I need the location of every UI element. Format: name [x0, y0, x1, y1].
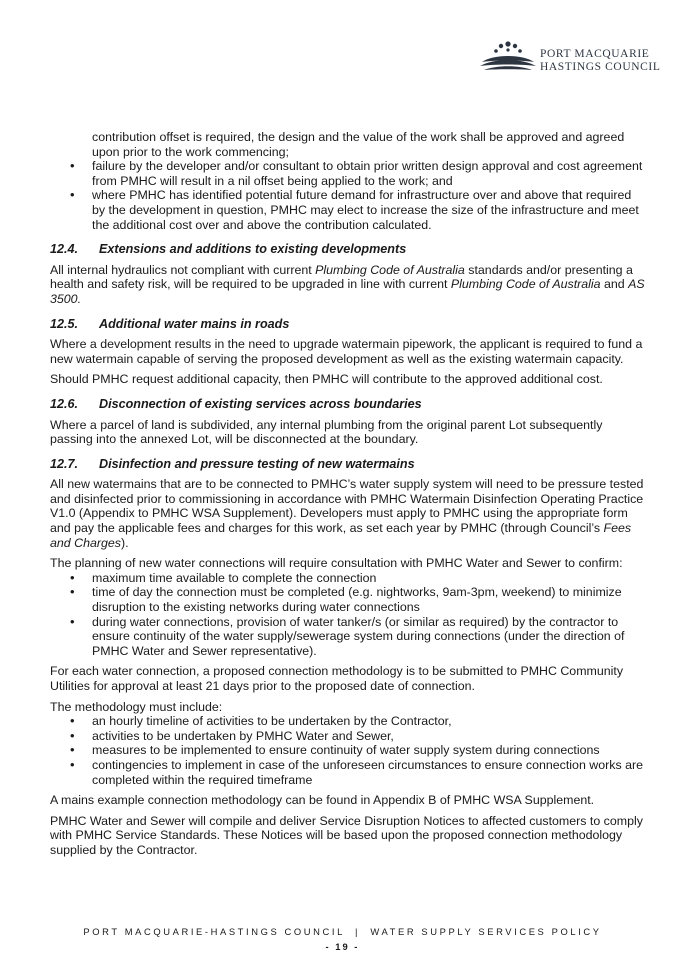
- section-title: Disconnection of existing services across boundaries: [99, 396, 422, 411]
- italic-run: Plumbing Code of Australia: [315, 262, 465, 277]
- list-item: • contingencies to implement in case of the unforeseen circumstances to ensure connection works are completed within the required timeframe: [50, 758, 645, 787]
- text-run: All new watermains that are to be connected to PMHC’s water supply system will need to be pressure tested and disinfected prior to commissioning in accordance with PMHC Watermain Disinfection Operating Practice V1.0 (Appendix to PMHC WSA Supplement). Developers must apply to PMHC using the appropriate form and pay the applicable fees and charges for this work, as set each year by PMHC (through Council’s: [50, 477, 644, 536]
- paragraph: The methodology must include:: [50, 699, 223, 714]
- paragraph: Should PMHC request additional capacity, then PMHC will contribute to the approved additional cost.: [50, 372, 603, 387]
- text-run: standards and/or presenting a health and safety risk, will be required to be upgraded in line with current: [50, 262, 633, 292]
- page-number: - 19 -: [325, 941, 360, 952]
- paragraph: PMHC Water and Sewer will compile and deliver Service Disruption Notices to affected customers to comply with PMHC Service Standards. These Notices will be based upon the proposed connection methodology supplied by the Contractor.: [50, 813, 643, 857]
- section-title: Additional water mains in roads: [99, 316, 290, 331]
- document-body: [50, 130, 645, 864]
- italic-run: Plumbing Code of Australia: [450, 277, 601, 292]
- list-item: • activities to be undertaken by PMHC Water and Sewer,: [50, 729, 645, 744]
- list-item: • time of day the connection must be completed (e.g. nightworks, 9am-3pm, weekend) to minimize disruption to the existing networks during water connections: [50, 585, 645, 614]
- logo-line-1: PORT MACQUARIE: [540, 48, 650, 60]
- list-item: • during water connections, provision of water tanker/s (or similar as required) by the contractor to ensure continuity of the water supply/sewerage system during connections (under the direction of PMHC Water and Sewer representative).: [50, 615, 645, 659]
- paragraph: [50, 477, 645, 550]
- top-bullet-list: [50, 130, 645, 232]
- paragraph: A mains example connection methodology can be found in Appendix B of PMHC WSA Supplement.: [50, 793, 595, 808]
- section-title: Extensions and additions to existing developments: [99, 242, 407, 257]
- section-heading-12-6: [50, 397, 645, 412]
- section-number: 12.7.: [50, 456, 79, 471]
- text-run: All internal hydraulics not compliant with current: [50, 262, 316, 277]
- section-number: 12.5.: [50, 316, 79, 331]
- list-item: • measures to be implemented to ensure continuity of water supply system during connections: [50, 743, 645, 758]
- italic-run: AS 3500.: [50, 277, 645, 306]
- list-item: • an hourly timeline of activities to be undertaken by the Contractor,: [50, 714, 645, 729]
- italic-run: Fees and Charges: [50, 521, 632, 550]
- section-number: 12.6.: [50, 396, 79, 411]
- list-item: • failure by the developer and/or consultant to obtain prior written design approval and cost agreement from PMHC will result in a nil offset being applied to the work; and: [50, 159, 645, 188]
- text-run: and: [600, 277, 629, 292]
- bullet-list: [50, 714, 645, 787]
- section-heading-12-5: [50, 317, 645, 332]
- section-heading-12-7: [50, 457, 645, 472]
- paragraph: Where a parcel of land is subdivided, any internal plumbing from the original parent Lot subsequently passing into the annexed Lot, will be disconnected at the boundary.: [50, 417, 603, 447]
- text-run: ).: [120, 535, 129, 550]
- list-item-continuation: contribution offset is required, the design and the value of the work shall be approved and agreed upon prior to the work commencing;: [92, 130, 625, 159]
- logo-text: [540, 48, 660, 74]
- council-logo-icon: [478, 38, 538, 78]
- list-item: • maximum time available to complete the connection: [50, 571, 645, 586]
- bullet-list: [50, 571, 645, 659]
- section-number: 12.4.: [50, 242, 79, 257]
- paragraph: The planning of new water connections will require consultation with PMHC Water and Sewer to confirm:: [50, 556, 623, 571]
- page-footer: PORT MACQUARIE-HASTINGS COUNCIL | WATER SUPPLY SERVICES POLICY: [83, 926, 602, 937]
- paragraph: Where a development results in the need to upgrade watermain pipework, the applicant is required to fund a new watermain capable of serving the proposed development as well as the existing watermain capacity.: [50, 337, 643, 366]
- list-item: • where PMHC has identified potential future demand for infrastructure over and above that required by the development in question, PMHC may elect to increase the size of the infrastructure and meet the additional cost over and above the contribution calculated.: [50, 188, 645, 232]
- council-logo: [478, 38, 661, 78]
- logo-line-2: HASTINGS COUNCIL: [540, 61, 661, 73]
- section-heading-12-4: [50, 242, 645, 257]
- section-title: Disinfection and pressure testing of new watermains: [99, 456, 415, 471]
- paragraph: [50, 263, 645, 307]
- paragraph: For each water connection, a proposed connection methodology is to be submitted to PMHC Community Utilities for approval at least 21 days prior to the proposed date of connection.: [50, 664, 624, 693]
